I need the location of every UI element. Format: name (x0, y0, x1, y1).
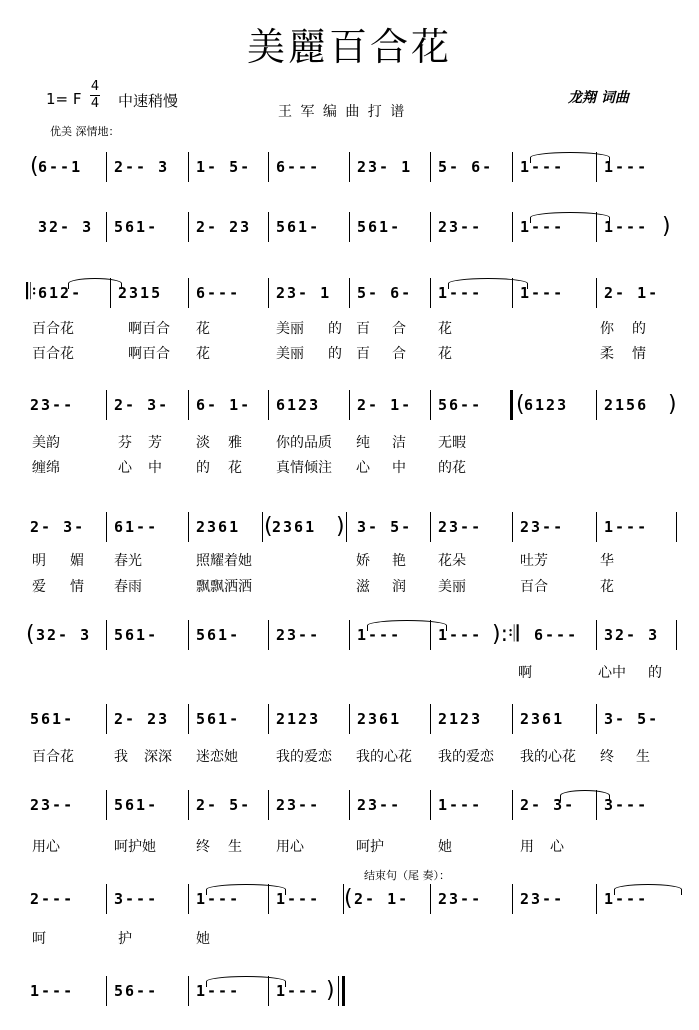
notation-row (30, 152, 685, 186)
measure: 1--- (276, 890, 321, 908)
notation-row (30, 512, 685, 546)
notation-row (30, 884, 685, 918)
measure: 2123 (276, 710, 321, 728)
lyric: 中 (148, 460, 162, 476)
lyric: 美丽 (438, 579, 466, 595)
measure: 32- 3 (38, 218, 94, 236)
lyric: 艳 (392, 553, 406, 569)
measure: 23-- (520, 518, 565, 536)
lyric: 无暇 (438, 435, 466, 451)
notation-row (30, 790, 685, 824)
lyric-line (30, 836, 670, 856)
measure: 2361 (520, 710, 565, 728)
lyric: 终 (196, 839, 210, 855)
measure: 561- (196, 626, 241, 644)
lyric: 生 (636, 749, 650, 765)
lyric: 雅 (228, 435, 242, 451)
lyric: 娇 (356, 553, 370, 569)
tie-arc (614, 884, 682, 895)
arranger-credit: 王 军 编 曲 打 谱 (278, 104, 407, 120)
lyric: 滋 (356, 579, 370, 595)
lyric: 百 (356, 346, 370, 362)
lyric: 媚 (70, 553, 84, 569)
measure: 1--- (520, 284, 565, 302)
phrase-close-paren: ) (336, 514, 345, 539)
measure: 23-- (438, 218, 483, 236)
lyric: 的 (648, 665, 662, 681)
measure: 6- 1- (196, 396, 252, 414)
measure: 561- (114, 626, 159, 644)
lyric: 百合 (520, 579, 548, 595)
lyric: 她 (438, 839, 452, 855)
measure: 1--- (30, 982, 75, 1000)
measure: 3--- (114, 890, 159, 908)
measure: 1--- (604, 518, 649, 536)
lyric: 花 (438, 346, 452, 362)
measure: 2315 (118, 284, 163, 302)
lyric-line (30, 343, 670, 363)
measure: 2- 23 (196, 218, 252, 236)
measure: 1--- (604, 218, 649, 236)
lyric: 生 (228, 839, 242, 855)
lyric: 春光 (114, 553, 142, 569)
phrase-open-paren: ( (264, 514, 273, 539)
lyric: 的 (328, 321, 342, 337)
measure: 1--- (604, 158, 649, 176)
measure: 2123 (438, 710, 483, 728)
lyric-line (30, 457, 670, 477)
lyric: 终 (600, 749, 614, 765)
lyric: 我的爱恋 (438, 749, 494, 765)
measure: 32- 3 (604, 626, 660, 644)
tie-arc (367, 620, 447, 631)
measure: 2- 23 (114, 710, 170, 728)
notation-row (26, 278, 685, 312)
lyric: 啊百合 (128, 321, 170, 337)
measure: 3--- (604, 796, 649, 814)
measure: 1- 5- (196, 158, 252, 176)
song-title: 美麗百合花 (246, 25, 452, 69)
lyric-line (30, 432, 670, 452)
lyric: 的 (196, 460, 210, 476)
lyric: 呵护她 (114, 839, 156, 855)
notation-row (30, 390, 685, 424)
lyric: 照耀着她 (196, 553, 252, 569)
measure: 1--- (520, 158, 565, 176)
lyric: 百合花 (32, 321, 74, 337)
lyric: 飘飘洒洒 (196, 579, 252, 595)
lyric: 花 (600, 579, 614, 595)
measure: 2--- (30, 890, 75, 908)
notation-row (26, 620, 685, 654)
row-open-symbol: ( (30, 154, 39, 179)
lyric: 花 (196, 321, 210, 337)
lyric: 啊 (518, 665, 532, 681)
time-signature-bottom: 4 (90, 96, 100, 111)
expression-marking: 优美 深情地： (50, 125, 120, 138)
lyric: 合 (392, 346, 406, 362)
measure: 61-- (114, 518, 159, 536)
lyric: 心 (118, 460, 132, 476)
measure: 2- 3- (114, 396, 170, 414)
lyric: 我 (114, 749, 128, 765)
tempo-marking: 中速稍慢 (118, 92, 179, 110)
measure: 6--- (196, 284, 241, 302)
lyric: 真情倾注 (276, 460, 332, 476)
lyric: 百 (356, 321, 370, 337)
lyric: 爱 (32, 579, 46, 595)
time-signature-top: 4 (90, 79, 100, 94)
measure: 2- 3- (30, 518, 86, 536)
lyric-line (30, 662, 670, 682)
time-signature (90, 80, 100, 111)
lyric: 她 (196, 931, 210, 947)
repeat-end-symbol: ):𝄇 (492, 622, 519, 647)
measure: 2- 1- (357, 396, 413, 414)
measure: 2156 (604, 396, 649, 414)
lyric: 深深 (144, 749, 172, 765)
tie-arc (530, 152, 610, 163)
measure: 23- 1 (357, 158, 413, 176)
measure: 2-- 3 (114, 158, 170, 176)
measure: 23-- (438, 890, 483, 908)
tie-arc (206, 976, 286, 987)
tie-arc (448, 278, 528, 289)
measure: 6123 (524, 396, 569, 414)
lyric-line (30, 576, 670, 596)
measure: 23-- (30, 396, 75, 414)
lyric: 啊百合 (128, 346, 170, 362)
lyric: 心 (550, 839, 564, 855)
measure: 561- (357, 218, 402, 236)
lyric: 缠绵 (32, 460, 60, 476)
lyric: 润 (392, 579, 406, 595)
lyric: 心 (356, 460, 370, 476)
repeat-start-symbol: 𝄆 (26, 280, 37, 305)
lyric: 纯 (356, 435, 370, 451)
measure: 3- 5- (357, 518, 413, 536)
lyric: 百合花 (32, 749, 74, 765)
measure: 1--- (438, 796, 483, 814)
notation-row (30, 976, 685, 1010)
lyric: 中 (392, 460, 406, 476)
row-open-symbol: ( (26, 622, 35, 647)
notation-row (30, 212, 685, 246)
lyric: 华 (600, 553, 614, 569)
lyric: 美韵 (32, 435, 60, 451)
measure: 1--- (196, 982, 241, 1000)
phrase-open-paren: ( (516, 392, 525, 417)
measure: 561- (30, 710, 75, 728)
lyric: 用心 (276, 839, 304, 855)
lyric: 花朵 (438, 553, 466, 569)
lyric: 芳 (148, 435, 162, 451)
tie-arc (206, 884, 286, 895)
lyric-line (30, 746, 670, 766)
lyric: 洁 (392, 435, 406, 451)
lyric: 花 (438, 321, 452, 337)
lyric: 你 (600, 321, 614, 337)
lyric: 柔 (600, 346, 614, 362)
lyric-line (30, 550, 670, 570)
lyric: 呵护 (356, 839, 384, 855)
measure: 561- (276, 218, 321, 236)
measure: 561- (196, 710, 241, 728)
measure: 56-- (114, 982, 159, 1000)
lyric: 明 (32, 553, 46, 569)
measure: 2- 5- (196, 796, 252, 814)
lyric: 我的心花 (520, 749, 576, 765)
lyric: 美丽 (276, 346, 304, 362)
measure: 1--- (357, 626, 402, 644)
measure: 5- 6- (438, 158, 494, 176)
lyric: 迷恋她 (196, 749, 238, 765)
measure: 6--- (534, 626, 579, 644)
measure: 1--- (438, 284, 483, 302)
measure: 1--- (604, 890, 649, 908)
lyric: 芬 (118, 435, 132, 451)
measure: 561- (114, 796, 159, 814)
measure: 23- 1 (276, 284, 332, 302)
measure: 3- 5- (604, 710, 660, 728)
tie-arc (68, 278, 122, 289)
measure: 2- 1- (604, 284, 660, 302)
lyric: 的 (328, 346, 342, 362)
measure: 56-- (438, 396, 483, 414)
coda-label: 结束句（尾 奏）： (364, 869, 450, 882)
lyric: 情 (632, 346, 646, 362)
notation-row (30, 704, 685, 738)
phrase-open-paren: ( (344, 886, 353, 911)
measure: 23-- (357, 796, 402, 814)
measure: 1--- (276, 982, 321, 1000)
tie-arc (560, 790, 610, 801)
measure: 6--- (276, 158, 321, 176)
measure: 32- 3 (36, 626, 92, 644)
measure: 2361 (196, 518, 241, 536)
key-signature: 1= F (46, 90, 82, 108)
measure: 23-- (520, 890, 565, 908)
measure: 23-- (30, 796, 75, 814)
measure: 561- (114, 218, 159, 236)
measure: 612- (38, 284, 83, 302)
row-close-symbol: ) (326, 978, 335, 1003)
measure: 23-- (276, 626, 321, 644)
lyric: 心中 (598, 665, 626, 681)
lyric-line (30, 928, 670, 948)
measure: 6--1 (38, 158, 83, 176)
lyric: 我的心花 (356, 749, 412, 765)
measure: 5- 6- (357, 284, 413, 302)
lyric: 你的品质 (276, 435, 332, 451)
lyric: 合 (392, 321, 406, 337)
lyric: 花 (228, 460, 242, 476)
measure: 23-- (276, 796, 321, 814)
lyric: 的花 (438, 460, 466, 476)
lyric: 呵 (32, 931, 46, 947)
row-close-symbol: ) (668, 392, 677, 417)
lyric: 吐芳 (520, 553, 548, 569)
lyric: 用 (520, 839, 534, 855)
lyric: 我的爱恋 (276, 749, 332, 765)
row-close-symbol: ) (662, 214, 671, 239)
lyric: 用心 (32, 839, 60, 855)
lyric: 美丽 (276, 321, 304, 337)
measure: 2- 1- (354, 890, 410, 908)
lyric: 的 (632, 321, 646, 337)
lyric: 百合花 (32, 346, 74, 362)
measure: 6123 (276, 396, 321, 414)
tie-arc (530, 212, 610, 223)
measure: 2361 (357, 710, 402, 728)
measure: 2361 (272, 518, 317, 536)
measure: 1--- (196, 890, 241, 908)
lyric: 情 (70, 579, 84, 595)
lyric: 护 (118, 931, 132, 947)
measure: 1--- (438, 626, 483, 644)
measure: 1--- (520, 218, 565, 236)
lyric: 春雨 (114, 579, 142, 595)
lyric: 花 (196, 346, 210, 362)
composer-credit: 龙翔 词曲 (568, 90, 629, 106)
lyric-line (30, 318, 670, 338)
lyric: 淡 (196, 435, 210, 451)
measure: 2- 3- (520, 796, 576, 814)
measure: 23-- (438, 518, 483, 536)
